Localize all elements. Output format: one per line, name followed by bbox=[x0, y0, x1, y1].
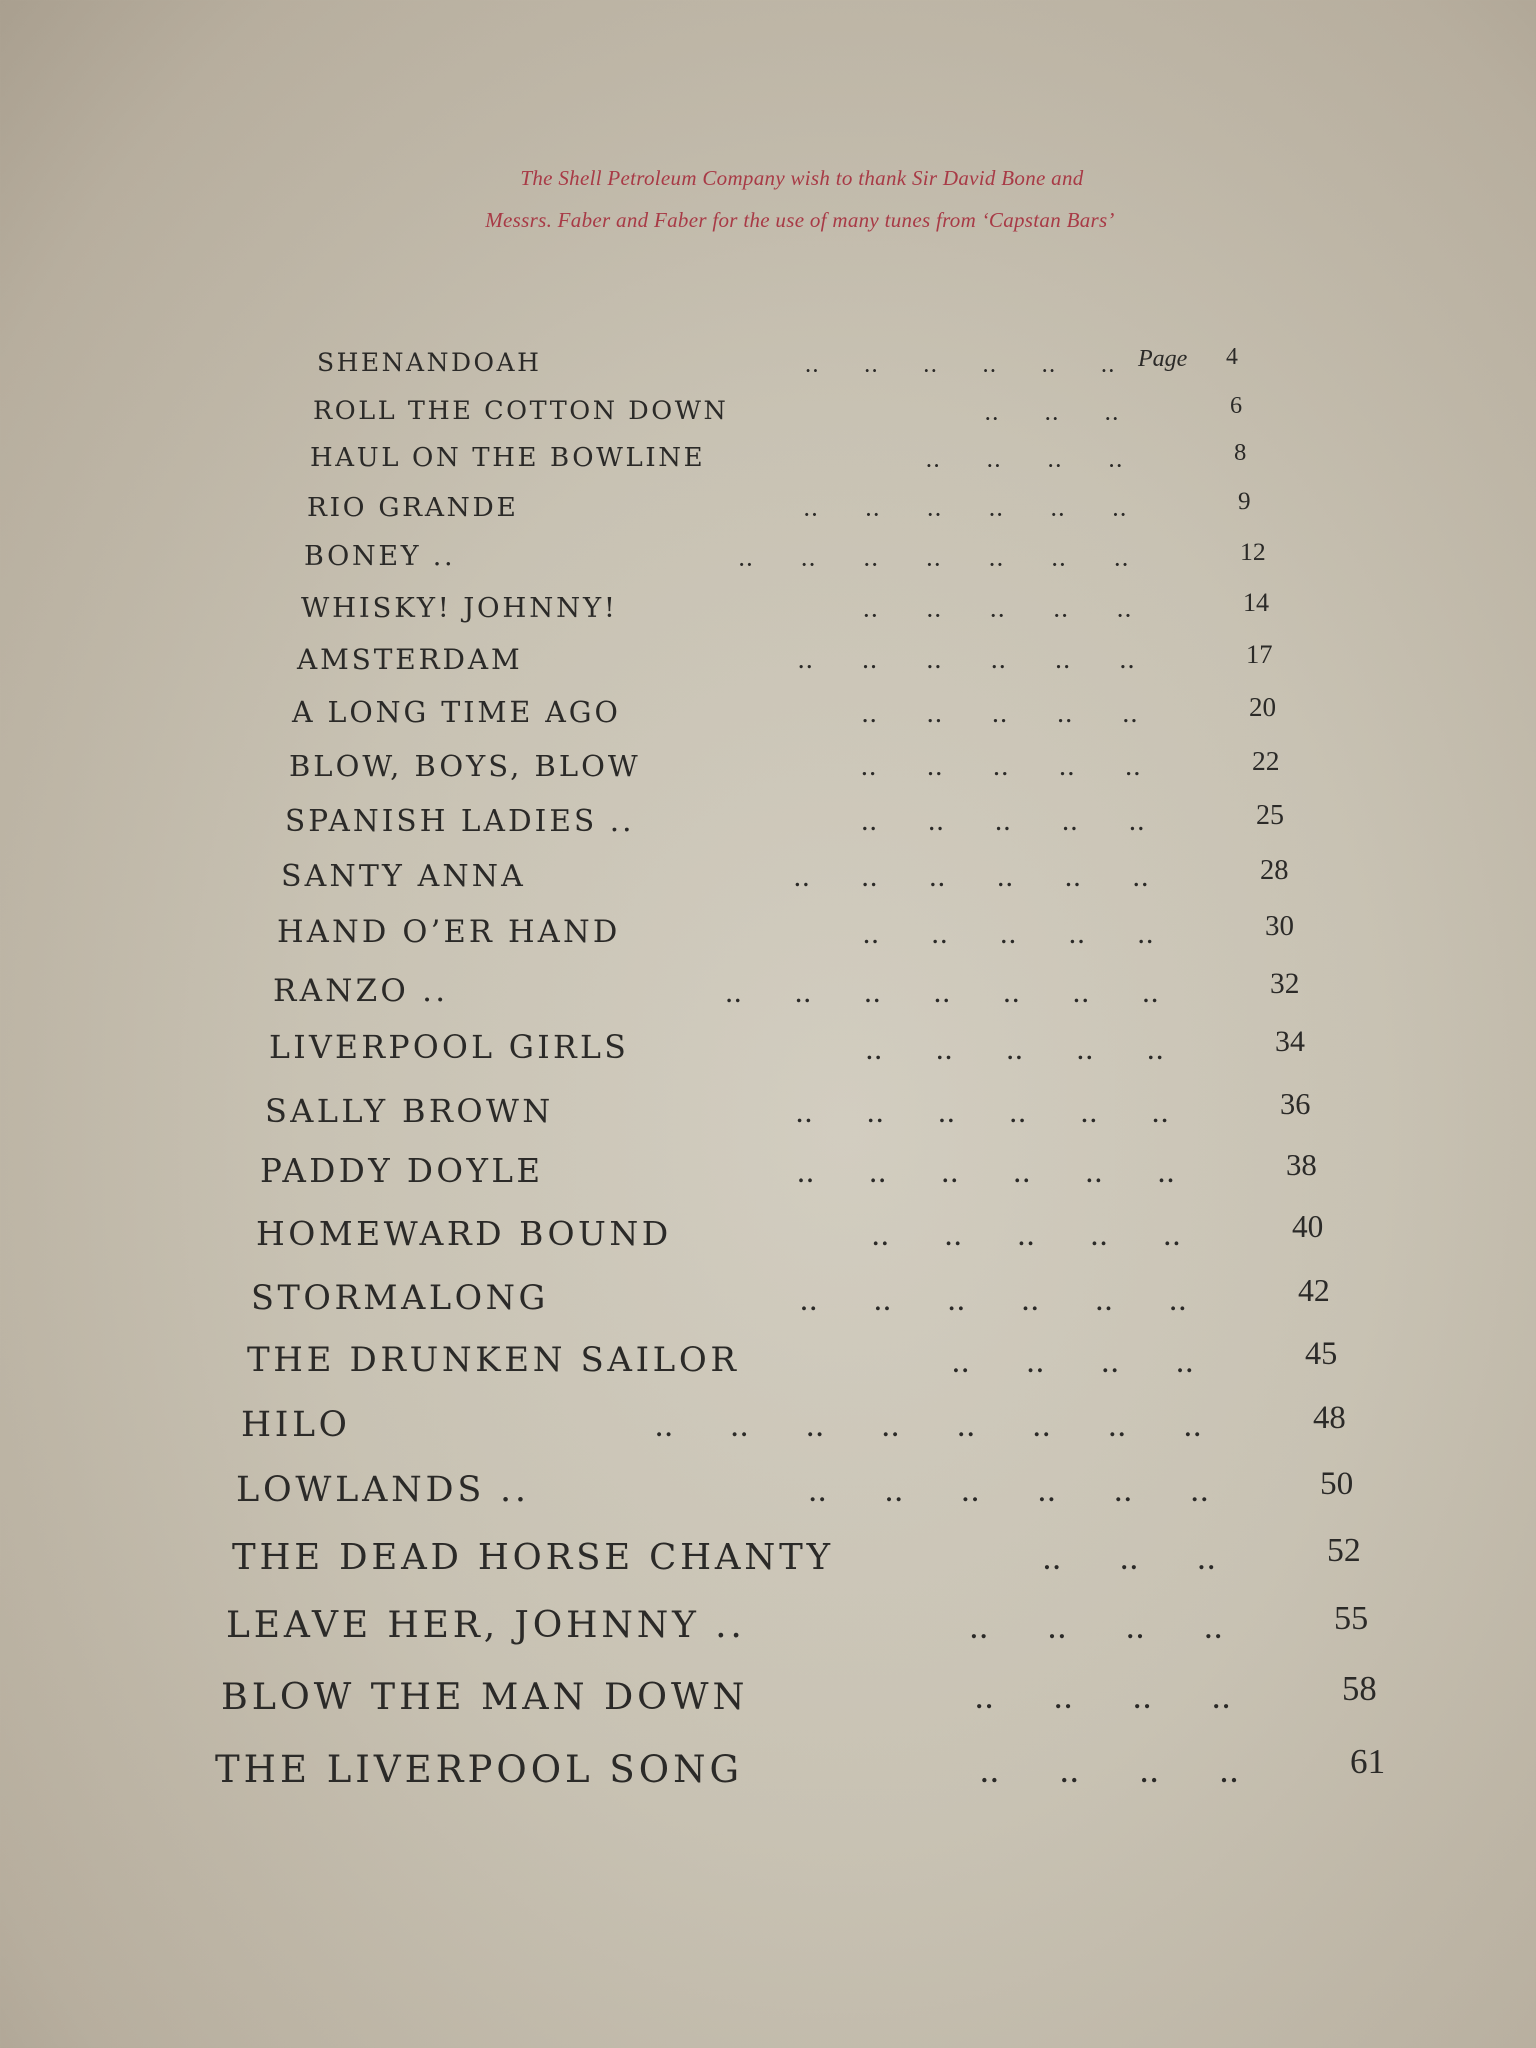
toc-page-label: Page bbox=[1138, 346, 1188, 372]
toc-entry-title: BLOW THE MAN DOWN bbox=[221, 1675, 749, 1718]
toc-entry-leader: .. .. .. bbox=[1043, 1549, 1217, 1576]
toc-entry-title: RANZO .. bbox=[273, 973, 449, 1009]
toc-entry-leader: .. .. .. .. .. bbox=[863, 601, 1133, 622]
toc-entry-title: BLOW, BOYS, BLOW bbox=[289, 749, 641, 783]
toc-entry-title: HAND O’ER HAND bbox=[277, 915, 621, 950]
toc-entry-leader: .. .. .. .. .. .. bbox=[800, 1289, 1188, 1315]
toc-entry-page-number: 30 bbox=[1265, 910, 1294, 943]
toc-entry-title: LEAVE HER, JOHNNY .. bbox=[226, 1605, 746, 1646]
toc-entry-page-number: 42 bbox=[1298, 1272, 1330, 1308]
toc-entry-page-number: 6 bbox=[1230, 392, 1243, 420]
toc-entry-title: SPANISH LADIES .. bbox=[285, 804, 635, 838]
toc-entry-leader: .. .. .. .. .. .. bbox=[805, 356, 1116, 376]
toc-entry-leader: .. .. .. .. .. bbox=[863, 925, 1155, 948]
toc-entry-title: SANTY ANNA bbox=[281, 859, 526, 894]
toc-entry-page-number: 14 bbox=[1243, 587, 1270, 617]
toc-entry-title: SHENANDOAH bbox=[317, 348, 542, 377]
toc-entry-page-number: 22 bbox=[1252, 744, 1280, 776]
toc-entry bbox=[0, 488, 1536, 529]
toc-entry-title: HAUL ON THE BOWLINE bbox=[310, 443, 706, 473]
toc-entry bbox=[0, 536, 1536, 579]
toc-entry-page-number: 34 bbox=[1275, 1025, 1305, 1059]
toc-entry-leader: .. .. .. .. .. bbox=[865, 1041, 1165, 1065]
toc-entry bbox=[0, 910, 1536, 958]
toc-entry-title: HILO bbox=[241, 1405, 351, 1445]
toc-entry-leader: .. .. .. .. .. bbox=[861, 759, 1142, 781]
toc-entry-page-number: 32 bbox=[1270, 968, 1300, 1001]
toc-entry-title: THE DRUNKEN SAILOR bbox=[247, 1340, 740, 1380]
toc-entry bbox=[0, 854, 1536, 901]
toc-entry-title: WHISKY! JOHNNY! bbox=[301, 592, 618, 624]
toc-entry bbox=[0, 392, 1536, 432]
toc-entry bbox=[0, 1025, 1536, 1074]
toc-entry-page-number: 38 bbox=[1286, 1147, 1317, 1183]
toc-entry bbox=[0, 1669, 1536, 1726]
toc-entry bbox=[0, 587, 1536, 631]
toc-entry-leader: .. .. .. .. .. .. .. bbox=[738, 550, 1130, 571]
toc-entry bbox=[0, 691, 1536, 736]
toc-entry-page-number: 55 bbox=[1334, 1599, 1369, 1637]
acknowledgement-line-2: Messrs. Faber and Faber for the use of many tunes from ‘Capstan Bars’ bbox=[485, 208, 1115, 232]
toc-entry-leader: .. .. .. .. .. bbox=[861, 814, 1146, 836]
toc-entry-title: PADDY DOYLE bbox=[260, 1152, 544, 1190]
toc-entry-page-number: 12 bbox=[1240, 536, 1266, 566]
toc-entry bbox=[0, 1209, 1536, 1260]
toc-entry-page-number: 20 bbox=[1249, 691, 1277, 722]
toc-entry-title: ROLL THE COTTON DOWN bbox=[313, 396, 729, 426]
toc-entry-title: AMSTERDAM bbox=[297, 643, 523, 676]
toc-entry-leader: .. .. .. bbox=[985, 404, 1120, 424]
toc-entry-page-number: 4 bbox=[1226, 344, 1238, 371]
toc-entry bbox=[0, 799, 1536, 845]
toc-entry-leader: .. .. .. .. .. .. bbox=[794, 869, 1150, 891]
toc-entry bbox=[0, 1272, 1536, 1325]
toc-entry-leader: .. .. .. .. .. .. bbox=[808, 1482, 1210, 1508]
toc-entry bbox=[0, 1531, 1536, 1587]
toc-entry-leader: .. .. .. .. .. .. .. bbox=[725, 983, 1160, 1007]
toc-entry bbox=[0, 1464, 1536, 1519]
toc-entry-page-number: 40 bbox=[1292, 1209, 1324, 1245]
toc-entry-title: RIO GRANDE bbox=[307, 492, 519, 523]
toc-entry-page-number: 58 bbox=[1342, 1669, 1377, 1708]
toc-entry-page-number: 61 bbox=[1350, 1742, 1386, 1782]
toc-entry-page-number: 28 bbox=[1260, 854, 1289, 886]
toc-entry-title: BONEY .. bbox=[304, 541, 456, 572]
toc-entry bbox=[0, 968, 1536, 1016]
toc-entry-title: STORMALONG bbox=[251, 1278, 549, 1317]
toc-entry-page-number: 8 bbox=[1234, 439, 1247, 467]
toc-entry-page-number: 25 bbox=[1256, 799, 1285, 831]
toc-entry-page-number: 52 bbox=[1327, 1531, 1361, 1569]
toc-entry-leader: .. .. .. .. .. .. bbox=[798, 652, 1136, 673]
toc-entry-page-number: 45 bbox=[1305, 1334, 1338, 1371]
toc-entry-title: A LONG TIME AGO bbox=[292, 696, 621, 729]
acknowledgement-line-1: The Shell Petroleum Company wish to thank Sir David Bone and bbox=[520, 166, 1084, 190]
toc-entry-leader: .. .. .. .. bbox=[952, 1351, 1195, 1377]
toc-entry-title: THE DEAD HORSE CHANTY bbox=[232, 1537, 834, 1578]
toc-entry-title: LOWLANDS .. bbox=[236, 1470, 530, 1510]
toc-entry bbox=[0, 1334, 1536, 1388]
toc-entry-page-number: 9 bbox=[1238, 488, 1251, 516]
toc-entry-page-number: 50 bbox=[1320, 1464, 1354, 1502]
toc-entry-title: HOMEWARD BOUND bbox=[256, 1214, 672, 1253]
toc-entry-title: THE LIVERPOOL SONG bbox=[215, 1748, 743, 1791]
toc-entry-leader: .. .. .. .. .. .. bbox=[797, 1163, 1176, 1188]
toc-entry-leader: .. .. .. .. .. .. .. .. bbox=[655, 1417, 1203, 1443]
toc-entry bbox=[0, 1742, 1536, 1800]
toc-entry-leader: .. .. .. .. bbox=[970, 1617, 1224, 1644]
toc-entry bbox=[0, 1087, 1536, 1137]
toc-entry-leader: .. .. .. .. .. bbox=[862, 705, 1139, 727]
toc-entry-page-number: 48 bbox=[1313, 1399, 1346, 1436]
toc-entry bbox=[0, 1399, 1536, 1453]
toc-entry bbox=[0, 1147, 1536, 1198]
toc-entry bbox=[0, 439, 1536, 479]
toc-entry-leader: .. .. .. .. bbox=[980, 1760, 1240, 1788]
toc-entry bbox=[0, 744, 1536, 790]
toc-entry-leader: .. .. .. .. bbox=[975, 1687, 1232, 1714]
toc-entry bbox=[0, 344, 1536, 383]
toc-entry-leader: .. .. .. .. .. .. bbox=[803, 501, 1128, 521]
toc-entry bbox=[0, 1599, 1536, 1655]
toc-entry-title: SALLY BROWN bbox=[265, 1092, 554, 1130]
toc-entry-page-number: 36 bbox=[1280, 1087, 1311, 1122]
toc-entry-leader: .. .. .. .. bbox=[926, 452, 1124, 472]
toc-entry-leader: .. .. .. .. .. bbox=[872, 1225, 1182, 1250]
toc-entry-leader: .. .. .. .. .. .. bbox=[796, 1103, 1170, 1128]
toc-entry-page-number: 17 bbox=[1246, 638, 1273, 669]
toc-entry-title: LIVERPOOL GIRLS bbox=[269, 1030, 630, 1066]
toc-entry bbox=[0, 638, 1536, 682]
